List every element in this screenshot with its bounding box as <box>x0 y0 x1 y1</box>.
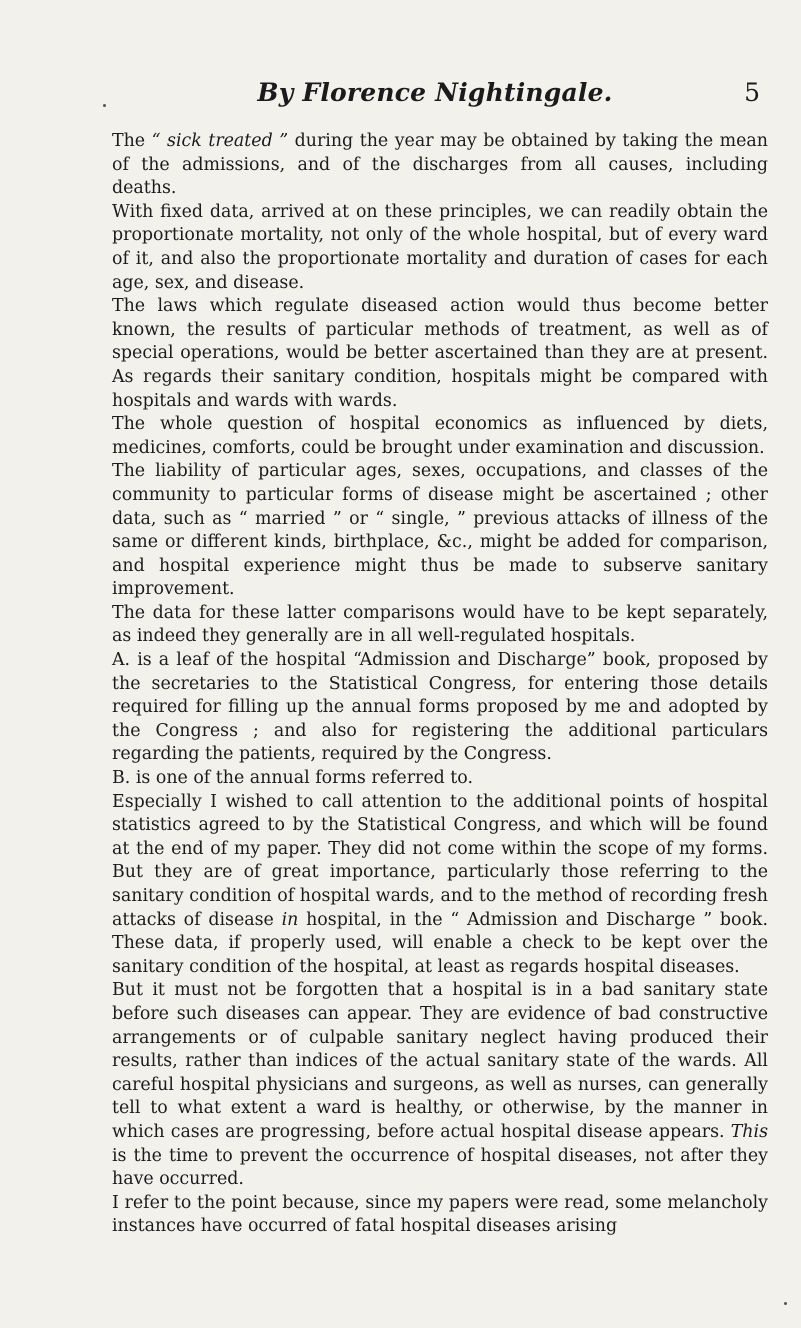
text-run: I refer to the point because, since my papers were read, some melancholy instances have occurred of fatal hospital diseases arising <box>112 1192 768 1237</box>
paragraph-b-forms <box>112 767 768 791</box>
paragraph-economics <box>112 413 768 460</box>
paragraph-fixed-data <box>112 201 768 295</box>
paragraph-sick-treated <box>112 130 768 201</box>
ink-speck <box>103 104 106 107</box>
running-head <box>110 78 760 114</box>
text-run: A. is a leaf of the hospital “Admission and Discharge” book, proposed by the secretaries to the Statistical Congress, for entering those details required for filling up the annual forms proposed by me and adopted by the Congress ; and also for registering the additional particulars regarding the patients, required by the Congress. <box>112 650 768 765</box>
running-title: By Florence Nightingale. <box>257 78 613 107</box>
italic-phrase: in <box>281 909 299 930</box>
text-run: is the time to prevent the occurrence of hospital diseases, not after they have occurred. <box>112 1145 768 1190</box>
text-run: hospital, in the “ Admission and Discharge ” book. These data, if properly used, will enable a check to be kept over the sanitary condition of the hospital, at least as regards hospital diseases. <box>112 909 768 977</box>
paragraph-especially <box>112 791 768 980</box>
paragraph-not-forgotten <box>112 979 768 1191</box>
paragraph-latter-comparisons <box>112 602 768 649</box>
body-text <box>112 130 768 1239</box>
ink-speck <box>784 1302 787 1305</box>
text-run: The whole question of hospital economics as influenced by diets, medicines, comforts, could be brought under examination and discussion. <box>112 414 768 458</box>
text-run: The <box>112 131 152 151</box>
text-run: Especially I wished to call attention to the additional points of hospital statistics agreed to by the Statistical Congress, and which will be found at the end of my paper. They did not come within the scope of my forms. But they are of great importance, particularly those referring to the sanitary condition of hospital wards, and to the method of recording fresh attacks of disease <box>112 791 768 930</box>
text-run: But it must not be forgotten that a hospital is in a bad sanitary state before such diseases can appear. They are evidence of bad constructive arrangements or of culpable sanitary neglect having produced their results, rather than indices of the actual sanitary state of the wards. All careful hospital physicians and surgeons, as well as nurses, can generally tell to what extent a ward is healthy, or otherwise, by the manner in which cases are progressing, before actual hospital disease appears. <box>112 980 768 1142</box>
italic-phrase: This <box>730 1121 768 1142</box>
text-run: during the year may be obtained by taking the mean of the admissions, and of the discharges from all causes, including deaths. <box>112 131 768 199</box>
paragraph-laws <box>112 295 768 413</box>
page-number: 5 <box>744 78 760 107</box>
text-run: With fixed data, arrived at on these principles, we can readily obtain the proportionate mortality, not only of the whole hospital, but of every ward of it, and also the proportionate mortality and duration of cases for each age, sex, and disease. <box>112 201 768 293</box>
text-run: B. is one of the annual forms referred to. <box>112 768 473 789</box>
text-run: The laws which regulate diseased action would thus become better known, the results of particular methods of treatment, as well as of special operations, would be better ascertained than they are at present. As regards their sanitary condition, hospitals might be compared with hospitals and wards with wards. <box>112 296 768 411</box>
text-run: The data for these latter comparisons would have to be kept separately, as indeed they generally are in all well-regulated hospitals. <box>112 602 768 647</box>
paragraph-a-leaf <box>112 649 768 767</box>
paragraph-liability <box>112 460 768 602</box>
paragraph-i-refer <box>112 1192 768 1239</box>
text-run: The liability of particular ages, sexes, occupations, and classes of the community to particular forms of disease might be ascertained ; other data, such as “ married ” or “ single, ” previous attacks of illness of the same or different kinds, birthplace, &c., might be added for comparison, and hospital experience might thus be made to subserve sanitary improvement. <box>112 461 768 600</box>
italic-phrase: “ sick treated ” <box>151 131 289 151</box>
